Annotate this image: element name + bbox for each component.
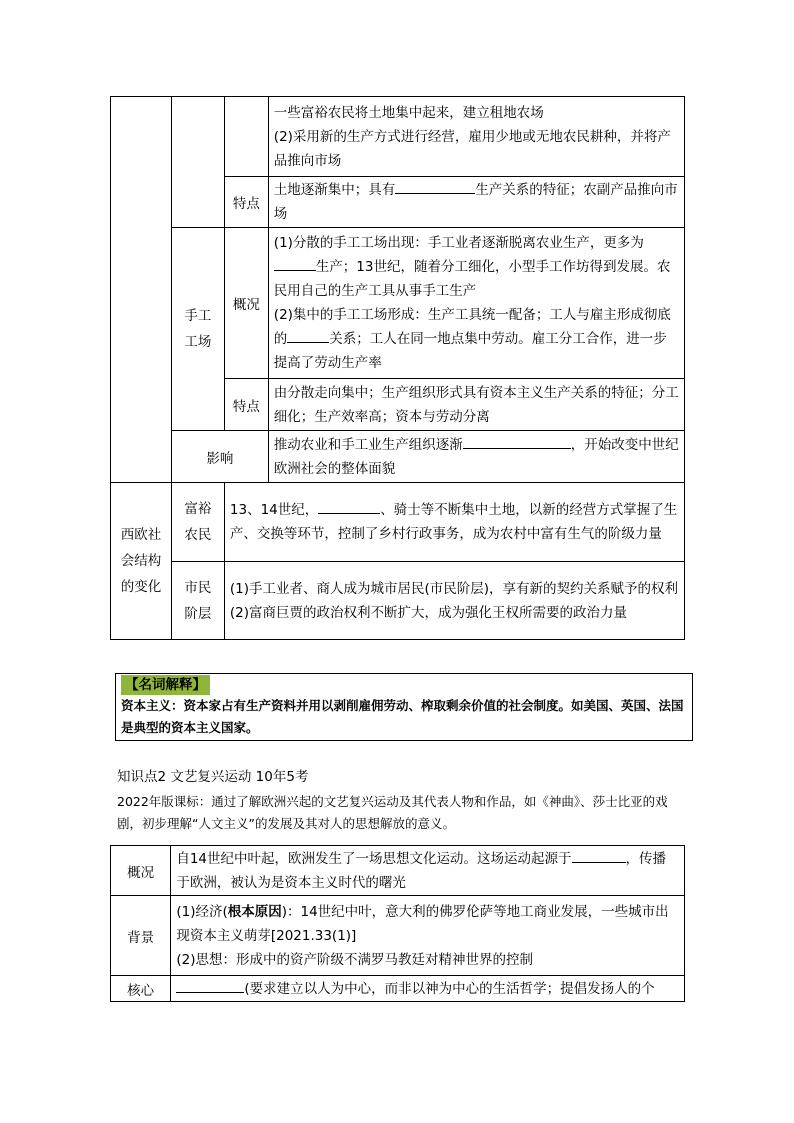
curriculum-standard: 2022年版课标：通过了解欧洲兴起的文艺复兴运动及其代表人物和作品，如《神曲》、莎士比亚的戏剧，初步理解“人文主义”的发展及其对人的思想解放的意义。 (117, 794, 668, 831)
background-label: 背景 (111, 896, 171, 976)
term-definition: 资本主义：资本家占有生产资料并用以剥削雇佣劳动、榨取剩余价值的社会制度。如美国、英国、法国是典型的资本主义国家。 (121, 698, 684, 735)
handicraft-feature: 由分散走向集中；生产组织形式具有资本主义生产关系的特征；分工细化；生产效率高；资本与劳动分离 (268, 379, 684, 431)
core-label: 核心 (111, 976, 171, 1002)
history-table-2 (110, 845, 685, 1002)
land-content: 一些富裕农民将土地集中起来，建立租地农场 (2)采用新的生产方式进行经营，雇用少地或无地农民耕种，并将产品推向市场 (268, 97, 684, 177)
handicraft-overview: (1)分散的手工工场出现：手工业者逐渐脱离农业生产，更多为 生产；13世纪，随着分工细化，小型手工作坊得到发展。农民用自己的生产工具从事手工生产 (2)集中的手工工场形成：生产工具统一配备；工人与雇主形成彻底的 关系；工人在同一地点集中劳动。雇工分工合作，进一步提高了劳动生产率 (268, 228, 684, 379)
renaissance-background: (1)经济(根本原因)：14世纪中叶，意大利的佛罗伦萨等地工商业发展，一些城市出现资本主义萌芽[2021.33(1)] (2)思想：形成中的资产阶级不满罗马教廷对精神世界的控制 (171, 896, 685, 976)
citizen-label: 市民阶层 (171, 562, 224, 640)
feature-label: 特点 (224, 177, 268, 228)
blank (395, 179, 475, 194)
rich-farmer-label: 富裕农民 (171, 483, 224, 562)
rich-farmer-content: 13、14世纪， 、骑士等不断集中土地，以新的经营方式掌握了生产、交换等环节，控制了乡村行政事务，成为农村中富有生气的阶级力量 (224, 483, 684, 562)
blank (176, 978, 244, 993)
feature-label: 特点 (224, 379, 268, 431)
blank (463, 434, 571, 449)
west-society-label: 西欧社会结构的变化 (111, 483, 172, 640)
blank (274, 256, 316, 271)
impact-content: 推动农业和手工业生产组织逐渐 ，开始改变中世纪欧洲社会的整体面貌 (268, 431, 684, 483)
agri-overview-cell (224, 97, 268, 177)
blank (318, 499, 380, 514)
agri-label-cell (171, 97, 224, 228)
history-table-1 (110, 96, 685, 640)
blank (287, 328, 329, 343)
overview-label: 概况 (111, 846, 171, 896)
term-tag: 【名词解释】 (121, 675, 210, 695)
section-heading: 知识点2 文艺复兴运动 10年5考 (117, 769, 309, 785)
handicraft-label: 手工工场 (171, 228, 224, 431)
renaissance-core: (要求建立以人为中心，而非以神为中心的生活哲学；提倡发扬人的个 (171, 976, 685, 1002)
term-box (115, 673, 693, 741)
overview-label: 概况 (224, 228, 268, 379)
impact-label: 影响 (171, 431, 268, 483)
blank (572, 848, 626, 863)
left-merged-cell (111, 97, 172, 483)
renaissance-overview: 自14世纪中叶起，欧洲发生了一场思想文化运动。这场运动起源于 ，传播于欧洲，被认为是资本主义时代的曙光 (171, 846, 685, 896)
land-feature: 土地逐渐集中；具有 生产关系的特征；农副产品推向市场 (268, 177, 684, 228)
citizen-content: (1)手工业者、商人成为城市居民(市民阶层)，享有新的契约关系赋予的权利 (2)富商巨贾的政治权利不断扩大，成为强化王权所需要的政治力量 (224, 562, 684, 640)
